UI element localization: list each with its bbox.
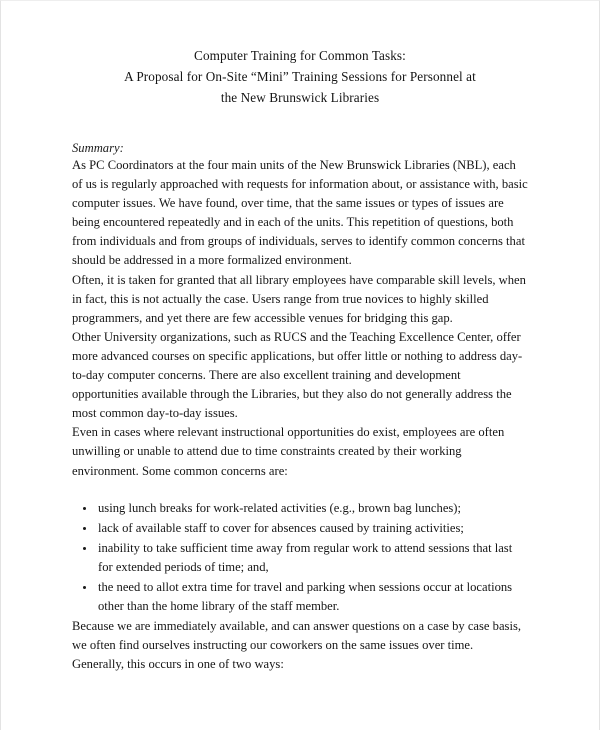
paragraph-4: Even in cases where relevant instructional opportunities do exist, employees are often unwilling or unable to attend due to time constraints created by their working environment. Some common concerns are: [72, 425, 505, 478]
bullet-icon [83, 586, 86, 589]
concerns-list [72, 499, 528, 617]
title-line-2: A Proposal for On-Site “Mini” Training Sessions for Personnel at [124, 69, 476, 84]
list-item-label: lack of available staff to cover for absences caused by training activities; [98, 520, 464, 535]
paragraph-2: Often, it is taken for granted that all library employees have comparable skill levels, when in fact, this is not actually the case. Users range from true novices to highly skilled programmers, and yet there are few accessible venues for bridging this gap. [72, 272, 526, 325]
list-item [72, 499, 528, 518]
paragraph-3: Other University organizations, such as RUCS and the Teaching Excellence Center, offer more advanced courses on specific applications, but offer little or nothing to address day-to-day computer concerns. There are also excellent training and development opportunities available through the Libraries, but they also do not generally address the most common day-to-day issues. [72, 329, 523, 421]
document-title [72, 45, 528, 108]
list-item [72, 539, 528, 577]
closing-paragraph: Because we are immediately available, and can answer questions on a case by case basis, we often find ourselves instructing our coworkers on the same issues over time. Generally, this occurs in one of two ways: [72, 619, 521, 672]
paragraph-1: As PC Coordinators at the four main units of the New Brunswick Libraries (NBL), each of us is regularly approached with requests for information about, or assistance with, basic computer issues. We have found, over time, that the same issues or types of issues are being encountered repeatedly and in each of the units. This repetition of questions, both from individuals and from groups of individuals, serves to identify common concerns that should be addressed in a more formalized environment. [72, 158, 528, 268]
bullet-icon [83, 547, 86, 550]
list-item-label: the need to allot extra time for travel and parking when sessions occur at locations other than the home library of the staff member. [98, 579, 513, 614]
list-item-label: inability to take sufficient time away from regular work to attend sessions that last for extended periods of time; and, [98, 540, 513, 574]
title-line-3: the New Brunswick Libraries [220, 90, 380, 105]
document-body [72, 1, 528, 674]
section-heading-summary: Summary: [72, 141, 124, 155]
list-item [72, 578, 528, 616]
title-line-1: Computer Training for Common Tasks: [194, 48, 406, 63]
bullet-icon [83, 507, 86, 510]
list-item-label: using lunch breaks for work-related activities (e.g., brown bag lunches); [98, 500, 462, 515]
list-item [72, 519, 528, 538]
bullet-icon [83, 527, 86, 530]
